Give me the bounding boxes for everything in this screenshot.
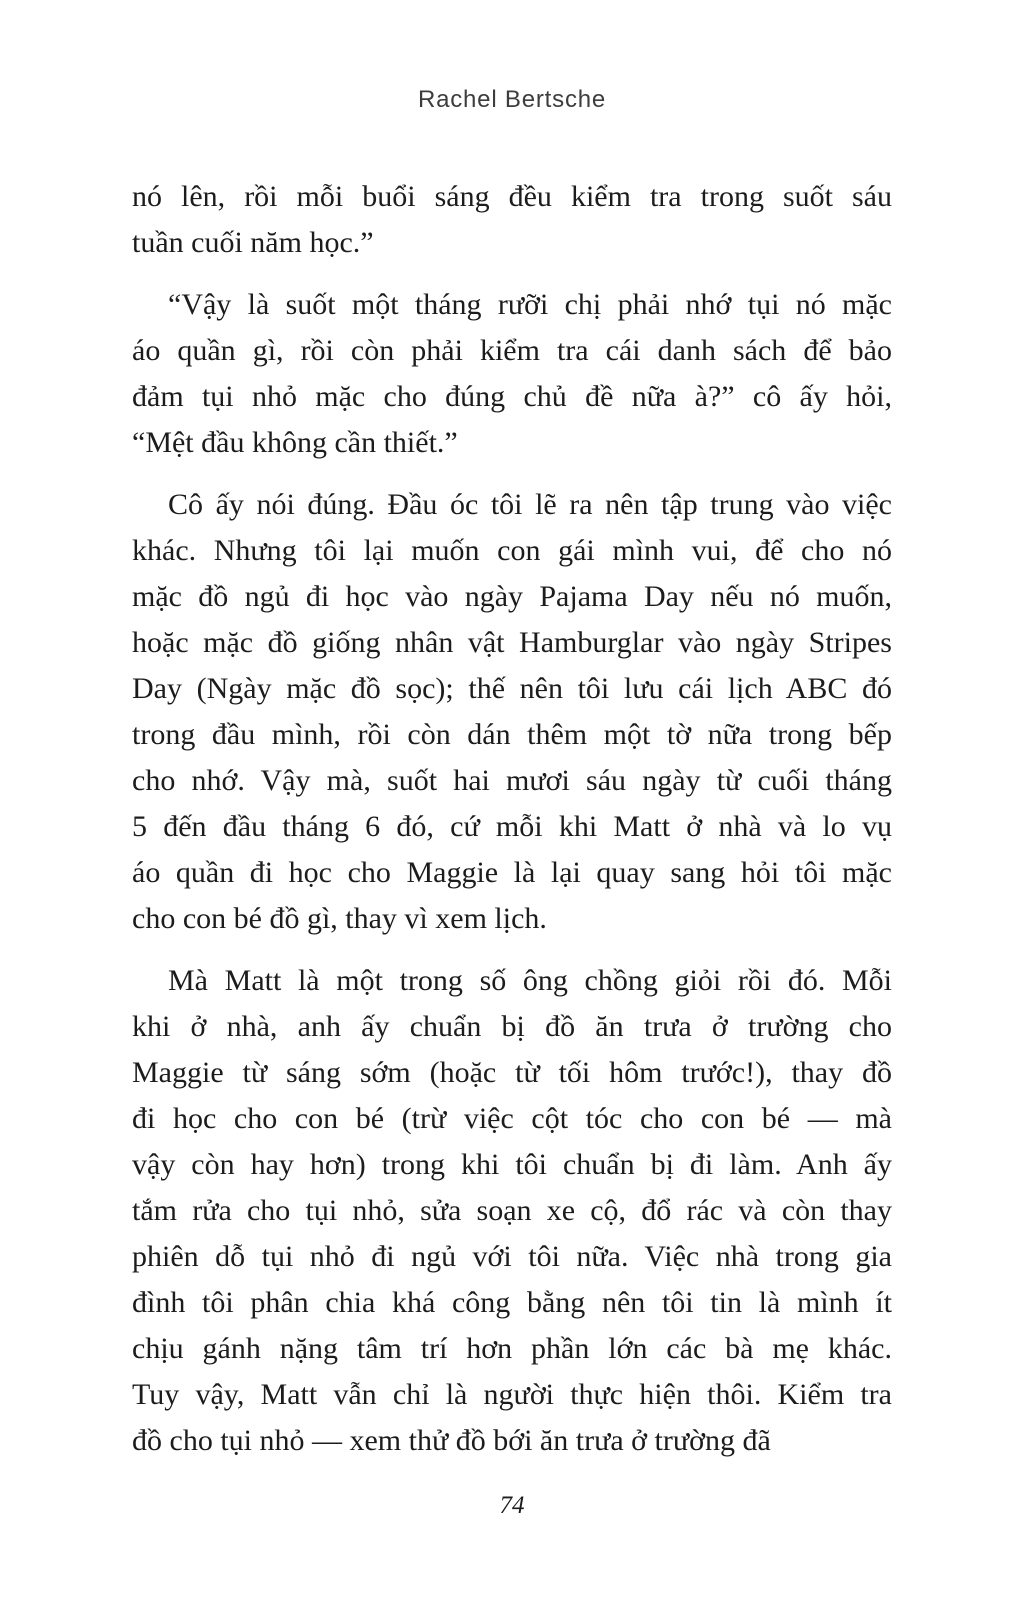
text-line: khác. Nhưng tôi lại muốn con gái mình vui, để cho nó (132, 534, 892, 567)
text-line: cho nhớ. Vậy mà, suốt hai mươi sáu ngày từ cuối tháng (132, 764, 892, 797)
text-line: đảm tụi nhỏ mặc cho đúng chủ đề nữa à?” cô ấy hỏi, (132, 380, 892, 413)
text-line: tuần cuối năm học.” (132, 226, 374, 259)
running-header-author: Rachel Bertsche (417, 86, 607, 113)
paragraph (132, 282, 892, 466)
text-line: hoặc mặc đồ giống nhân vật Hamburglar vào ngày Stripes (132, 626, 892, 659)
text-line: áo quần gì, rồi còn phải kiểm tra cái danh sách để bảo (132, 334, 892, 367)
paragraph (132, 958, 892, 1464)
text-line: mặc đồ ngủ đi học vào ngày Pajama Day nếu nó muốn, (132, 580, 892, 613)
text-line: “Mệt đầu không cần thiết.” (132, 426, 458, 459)
text-line: Cô ấy nói đúng. Đầu óc tôi lẽ ra nên tập trung vào việc (168, 488, 892, 521)
text-line: đi học cho con bé (trừ việc cột tóc cho con bé — mà (132, 1102, 892, 1135)
text-line: 5 đến đầu tháng 6 đó, cứ mỗi khi Matt ở nhà và lo vụ (132, 810, 892, 843)
paragraph (132, 482, 892, 942)
text-line: “Vậy là suốt một tháng rưỡi chị phải nhớ tụi nó mặc (168, 288, 892, 321)
text-line: đồ cho tụi nhỏ — xem thử đồ bới ăn trưa ở trường đã (132, 1424, 771, 1457)
text-line: Mà Matt là một trong số ông chồng giỏi rồi đó. Mỗi (168, 964, 892, 997)
text-line: khi ở nhà, anh ấy chuẩn bị đồ ăn trưa ở trường cho (132, 1010, 892, 1043)
page-number: 74 (499, 1492, 525, 1519)
text-line: nó lên, rồi mỗi buổi sáng đều kiểm tra trong suốt sáu (132, 180, 892, 213)
text-line: Maggie từ sáng sớm (hoặc từ tối hôm trước!), thay đồ (132, 1056, 892, 1089)
text-line: cho con bé đồ gì, thay vì xem lịch. (132, 902, 547, 935)
text-line: áo quần đi học cho Maggie là lại quay sang hỏi tôi mặc (132, 856, 892, 889)
text-line: Tuy vậy, Matt vẫn chỉ là người thực hiện thôi. Kiểm tra (132, 1378, 892, 1411)
text-line: chịu gánh nặng tâm trí hơn phần lớn các bà mẹ khác. (132, 1332, 892, 1365)
text-line: Day (Ngày mặc đồ sọc); thế nên tôi lưu cái lịch ABC đó (132, 672, 892, 705)
text-line: phiên dỗ tụi nhỏ đi ngủ với tôi nữa. Việc nhà trong gia (132, 1240, 892, 1273)
text-block (132, 174, 892, 1480)
text-line: vậy còn hay hơn) trong khi tôi chuẩn bị đi làm. Anh ấy (132, 1148, 892, 1181)
text-line: trong đầu mình, rồi còn dán thêm một tờ nữa trong bếp (132, 718, 892, 751)
text-line: tắm rửa cho tụi nhỏ, sửa soạn xe cộ, đổ rác và còn thay (132, 1194, 892, 1227)
text-line: đình tôi phân chia khá công bằng nên tôi tin là mình ít (132, 1286, 892, 1319)
paragraph (132, 174, 892, 266)
